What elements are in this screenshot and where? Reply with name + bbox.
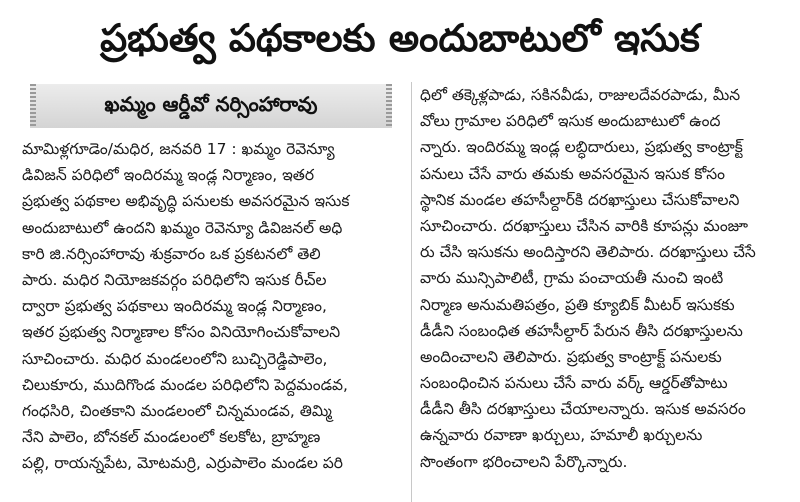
article-line: వారు మున్సిపాలిటీ, గ్రామ పంచాయతీ నుంచి ఇంటి: [420, 269, 724, 288]
article-line: సూచించారు. దరఖాస్తులు చేసిన వారికి కూపన్లు మంజూ: [420, 216, 749, 235]
article-line: సంబంధించిన పనులు చేసే వారు వర్క్ ఆర్డర్‌తోపాటు: [420, 374, 728, 393]
headline: ప్రభుత్వ పథకాలకు అందుబాటులో ఇసుక: [100, 16, 700, 60]
column-divider: [411, 82, 412, 502]
left-column: [22, 136, 414, 476]
article-line: రు చేసి ఇసుకను అందిస్తారని తెలిపారు. దరఖాస్తులు చేసే: [420, 243, 756, 262]
article-line: న్నారు. ఇందిరమ్మ ఇండ్ల లబ్ధిదారులు, ప్రభుత్వ కాంట్రాక్ట్: [420, 138, 743, 157]
article-line: సూచించారు. మధిర మండలంలోని బుచ్చిరెడ్డిపాలెం,: [22, 349, 328, 368]
right-column: [420, 82, 798, 475]
article-line: డీడీని సంబంధిత తహసీల్దార్ పేరున తీసి దరఖాస్తులను: [420, 321, 743, 340]
article-line: ఉన్నవారు రవాణా ఖర్చులు, హమాలీ ఖర్చులను: [420, 426, 703, 445]
article-line: ప్రభుత్వ పథకాల అభివృద్ధి పనులకు అవసరమైన ఇసుక: [22, 192, 350, 211]
article-line: స్థానిక మండల తహసీల్దార్‌కి దరఖాస్తులు చేసుకోవాలని: [420, 190, 740, 209]
article-line: డివిజన్ పరిధిలో ఇందిరమ్మ ఇండ్ల నిర్మాణం, ఇతర: [22, 166, 315, 185]
article-line: కారి జి.నర్సింహారావు శుక్రవారం ఒక ప్రకటనలో తెలి: [22, 244, 321, 263]
article-line: మామిళ్లగూడెం/మధిర, జనవరి 17 : ఖమ్మం రెవెన్యూ: [22, 140, 335, 158]
article-line: ఇతర ప్రభుత్వ నిర్మాణాల కోసం వినియోగించుకోవాలని: [22, 323, 341, 342]
article-line: ద్వారా ప్రభుత్వ పథకాలు ఇందిరమ్మ ఇండ్ల నిర్మాణం,: [22, 297, 327, 316]
article-line: చిలుకూరు, ముదిగొండ మండల పరిధిలోని పెద్దమండవ,: [22, 375, 348, 394]
article-line: పారు. మధిర నియోజకవర్గం పరిధిలోని ఇసుక రీచ్‌ల: [22, 270, 327, 289]
article-line: అందించాలని తెలిపారు. ప్రభుత్వ కాంట్రాక్ట్ పనులకు: [420, 347, 722, 366]
article-line: గంధసిరి, చింతకాని మండలంలో చిన్నమండవ, తిమ్మి: [22, 401, 332, 420]
article-line: పనులు చేసే వారు తమకు అవసరమైన ఇసుక కోసం: [420, 164, 726, 183]
article-line: వోలు గ్రామాల పరిధిలో ఇసుక అందుబాటులో ఉంద: [420, 112, 721, 131]
article-line: డీడీని తీసి దరఖాస్తులు చేయాలన్నారు. ఇసుక అవసరం: [420, 400, 746, 419]
article-line: ధిలో తక్కెళ్లపాడు, సకినవీడు, రాజులదేవరపాడు, మీన: [420, 86, 741, 104]
article-line: నిర్మాణ అనుమతిపత్రం, ప్రతి క్యూబిక్ మీటర్ ఇసుకకు: [420, 295, 735, 314]
article-line: పల్లి, రాయన్నపేట, మోటమర్రి, ఎర్రుపాలెం మండల పరి: [22, 454, 343, 473]
article-line: సొంతంగా భరించాలని పేర్కొన్నారు.: [420, 452, 628, 471]
article-line: నేని పాలెం, బోనకల్ మండలంలో కలకోట, బ్రాహ్మణ: [22, 428, 321, 447]
byline: ఖమ్మం ఆర్డీవో నర్సింహారావు: [104, 91, 318, 116]
byline-box: [30, 84, 392, 128]
article-line: అందుబాటులో ఉందని ఖమ్మం రెవెన్యూ డివిజనల్ అధి: [22, 218, 343, 237]
